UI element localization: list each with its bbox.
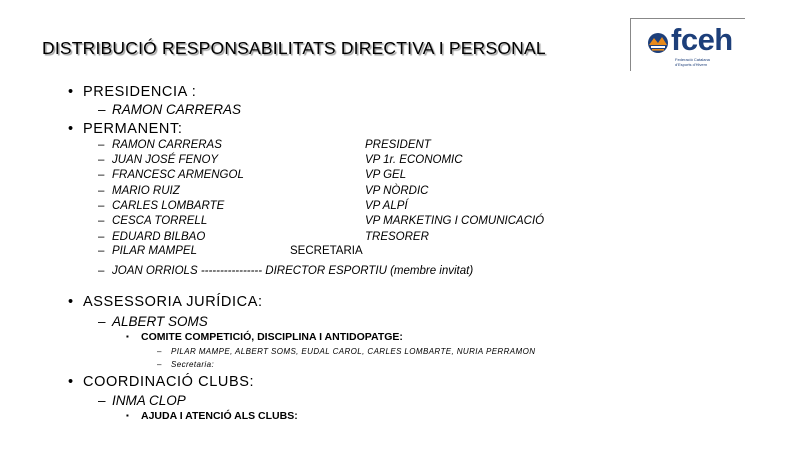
section-coordinacio-heading: • COORDINACIÓ CLUBS: — [68, 374, 255, 390]
section-presidencia-heading: • PRESIDENCIA : — [68, 84, 197, 100]
page-title: DISTRIBUCIÓ RESPONSABILITATS DIRECTIVA I PERSONAL — [42, 38, 546, 58]
list-item: – RAMON CARRERAS PRESIDENT — [98, 139, 431, 151]
list-item: – CESCA TORRELL VP MARKETING I COMUNICACIÓ — [98, 215, 545, 227]
logo-subtitle: Federació Catalana d'Esports d'Hivern — [675, 57, 710, 67]
logo-text: fceh — [671, 22, 733, 57]
list-item: – EDUARD BILBAO TRESORER — [98, 231, 429, 243]
list-item: – CARLES LOMBARTE VP ALPÍ — [98, 200, 408, 212]
list-item: – Secretaria: — [157, 360, 215, 369]
list-item: – JOAN ORRIOLS ---------------- DIRECTOR ESPORTIU (membre invitat) — [98, 265, 474, 277]
list-item: – PILAR MAMPE, ALBERT SOMS, EUDAL CAROL, CARLES LOMBARTE, NURIA PERRAMON — [157, 347, 536, 356]
list-item: – ALBERT SOMS — [98, 314, 208, 329]
list-item: – PILAR MAMPEL SECRETARIA — [98, 245, 363, 257]
section-permanent-heading: • PERMANENT: — [68, 121, 183, 137]
section-assessoria-heading: • ASSESSORIA JURÍDICA: — [68, 294, 263, 310]
list-item: – FRANCESC ARMENGOL VP GEL — [98, 169, 407, 181]
list-item: – JUAN JOSÉ FENOY VP 1r. ECONOMIC — [98, 154, 463, 166]
mountain-shield-icon — [647, 31, 669, 55]
list-item: – RAMON CARRERAS — [98, 102, 242, 117]
committee-heading: ▪ COMITE COMPETICIÓ, DISCIPLINA I ANTIDOPATGE: — [126, 331, 403, 343]
fceh-logo — [630, 18, 745, 71]
list-item: – MARIO RUIZ VP NÒRDIC — [98, 185, 429, 197]
clubs-support-heading: ▪ AJUDA I ATENCIÓ ALS CLUBS: — [126, 410, 298, 422]
list-item: – INMA CLOP — [98, 393, 186, 408]
